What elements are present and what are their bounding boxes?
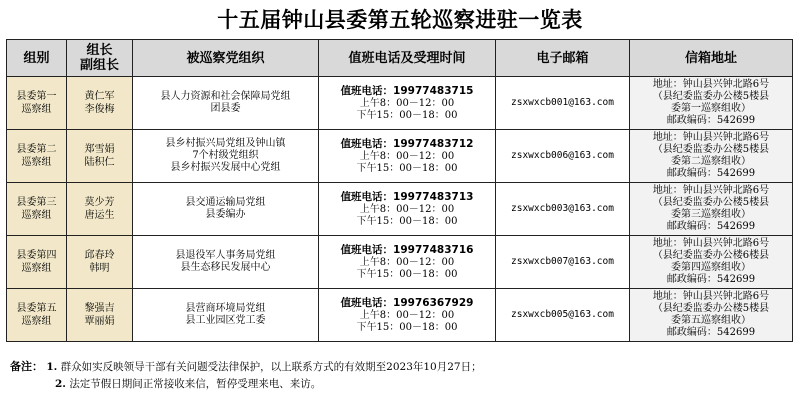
addr-cell (630, 130, 793, 183)
leader-name: 邱春玲 (84, 250, 115, 261)
table-row (7, 130, 793, 183)
addr-line: （县纪委监委办公楼5楼县 (652, 303, 770, 314)
deputy-name: 李俊梅 (84, 104, 115, 115)
addr-cell (630, 77, 793, 130)
addr-cell (630, 183, 793, 236)
pm-hours: 下午15：00－18：00 (356, 268, 458, 280)
phone-number: 值班电话：19977483715 (340, 84, 474, 97)
postcode-line: 邮政编码：542699 (666, 327, 756, 338)
group-line: 巡察组 (21, 316, 52, 327)
phone-cell (319, 289, 496, 342)
group-line: 巡察组 (21, 263, 52, 274)
group-line: 巡察组 (21, 210, 52, 221)
org-line: 县交通运输局党组 (185, 197, 266, 208)
addr-line: 委第四巡察组收） (671, 262, 751, 273)
deputy-name: 韩明 (89, 263, 110, 274)
deputy-name: 覃丽娟 (84, 316, 115, 327)
leader-name: 莫少芳 (84, 197, 115, 208)
email-cell (496, 289, 630, 342)
am-hours: 上午8：00－12：00 (359, 203, 455, 215)
group-line: 县委第四 (16, 250, 57, 261)
org-line: 县乡村振兴发展中心党组 (170, 162, 281, 173)
group-line: 县委第二 (16, 144, 57, 155)
deputy-name: 唐运生 (84, 210, 115, 221)
pm-hours: 下午15：00－18：00 (356, 321, 458, 333)
org-line: 县退役军人事务局党组 (175, 250, 276, 261)
postcode-line: 邮政编码：542699 (666, 274, 756, 285)
am-hours: 上午8：00－12：00 (359, 309, 455, 321)
phone-number: 值班电话：19976367929 (340, 296, 474, 309)
phone-number: 值班电话：19977483713 (340, 190, 474, 203)
org-line: 县委编办 (205, 209, 246, 220)
org-line: 7个村级党组织 (192, 150, 259, 161)
phone-cell (319, 130, 496, 183)
postcode-line: 邮政编码：542699 (666, 221, 756, 232)
addr-line: （县纪委监委办公楼5楼县 (652, 197, 770, 208)
phone-number: 值班电话：19977483716 (340, 243, 474, 256)
group-cell (7, 236, 67, 289)
org-cell (133, 77, 319, 130)
note-text: 法定节假日期间正常接收来信，暂停受理来电、来访。 (69, 378, 322, 390)
phone-cell (319, 77, 496, 130)
group-cell (7, 130, 67, 183)
pm-hours: 下午15：00－18：00 (356, 162, 458, 174)
postcode-line: 邮政编码：542699 (666, 115, 756, 126)
table-row (7, 77, 793, 130)
email-cell (496, 236, 630, 289)
note-number: 2. (55, 378, 66, 390)
header-org: 被巡察党组织 (133, 40, 319, 77)
leader-cell (67, 236, 133, 289)
email-address[interactable]: zsxwxcb003@163.com (511, 203, 614, 214)
table-header-row (7, 40, 793, 77)
notes-label: 备注： (10, 360, 43, 373)
header-leader-line-1: 组长 (86, 43, 113, 58)
am-hours: 上午8：00－12：00 (359, 97, 455, 109)
addr-line: （县纪委监委办公楼5楼县 (652, 144, 770, 155)
note-item (10, 358, 790, 376)
header-addr: 信箱地址 (630, 40, 793, 77)
email-address[interactable]: zsxwxcb001@163.com (511, 97, 614, 108)
addr-line: 委第一巡察组收） (671, 103, 751, 114)
header-leader (67, 40, 133, 77)
leader-name: 黎强吉 (84, 303, 115, 314)
am-hours: 上午8：00－12：00 (359, 256, 455, 268)
addr-line: 委第五巡察组收） (671, 315, 751, 326)
header-phone: 值班电话及受理时间 (319, 40, 496, 77)
email-cell (496, 130, 630, 183)
phone-number: 值班电话：19977483712 (340, 137, 474, 150)
group-line: 县委第三 (16, 197, 57, 208)
header-email: 电子邮箱 (496, 40, 630, 77)
addr-line: 地址：钟山县兴钟北路6号 (652, 132, 770, 143)
leader-name: 黄仁军 (84, 91, 115, 102)
leader-cell (67, 77, 133, 130)
header-leader-line-2: 副组长 (79, 58, 119, 73)
addr-line: 地址：钟山县兴钟北路6号 (652, 185, 770, 196)
leader-name: 郑雪娟 (84, 144, 115, 155)
addr-line: （县纪委监委办公楼5楼县 (652, 91, 770, 102)
note-text: 群众如实反映领导干部有关问题受法律保护，以上联系方式的有效期至2023年10月27日； (60, 361, 482, 373)
leader-cell (67, 130, 133, 183)
note-number: 1. (46, 361, 58, 373)
email-cell (496, 77, 630, 130)
group-cell (7, 289, 67, 342)
org-cell (133, 130, 319, 183)
group-line: 巡察组 (21, 157, 52, 168)
table-row (7, 236, 793, 289)
table-row (7, 289, 793, 342)
group-line: 县委第一 (16, 91, 57, 102)
org-line: 县工业园区党工委 (185, 315, 266, 326)
group-cell (7, 183, 67, 236)
email-address[interactable]: zsxwxcb007@163.com (511, 256, 614, 267)
leader-cell (67, 183, 133, 236)
org-line: 县营商环境局党组 (185, 303, 266, 314)
org-line: 县乡村振兴局党组及钟山镇 (165, 138, 286, 149)
note-item (10, 376, 790, 393)
leader-cell (67, 289, 133, 342)
notes-section (10, 358, 790, 393)
group-cell (7, 77, 67, 130)
group-line: 巡察组 (21, 104, 52, 115)
org-cell (133, 289, 319, 342)
phone-cell (319, 183, 496, 236)
deputy-name: 陆积仁 (84, 157, 115, 168)
email-cell (496, 183, 630, 236)
email-address[interactable]: zsxwxcb005@163.com (511, 309, 614, 320)
org-line: 团县委 (210, 103, 241, 114)
phone-cell (319, 236, 496, 289)
org-line: 县生态移民发展中心 (180, 262, 271, 273)
addr-line: 地址：钟山县兴钟北路6号 (652, 238, 770, 249)
addr-line: 地址：钟山县兴钟北路6号 (652, 79, 770, 90)
pm-hours: 下午15：00－18：00 (356, 215, 458, 227)
addr-line: 委第三巡察组收） (671, 209, 751, 220)
postcode-line: 邮政编码：542699 (666, 168, 756, 179)
header-group: 组别 (7, 40, 67, 77)
addr-cell (630, 289, 793, 342)
addr-line: 地址：钟山县兴钟北路6号 (652, 291, 770, 302)
addr-line: （县纪委监委办公楼6楼县 (652, 250, 770, 261)
inspection-table (6, 39, 793, 342)
email-address[interactable]: zsxwxcb006@163.com (511, 150, 614, 161)
table-row (7, 183, 793, 236)
org-cell (133, 183, 319, 236)
addr-line: 委第二巡察组收） (671, 156, 751, 167)
group-line: 县委第五 (16, 303, 57, 314)
pm-hours: 下午15：00－18：00 (356, 109, 458, 121)
addr-cell (630, 236, 793, 289)
org-cell (133, 236, 319, 289)
org-line: 县人力资源和社会保障局党组 (160, 91, 291, 102)
am-hours: 上午8：00－12：00 (359, 150, 455, 162)
page-title: 十五届钟山县委第五轮巡察进驻一览表 (217, 7, 583, 32)
